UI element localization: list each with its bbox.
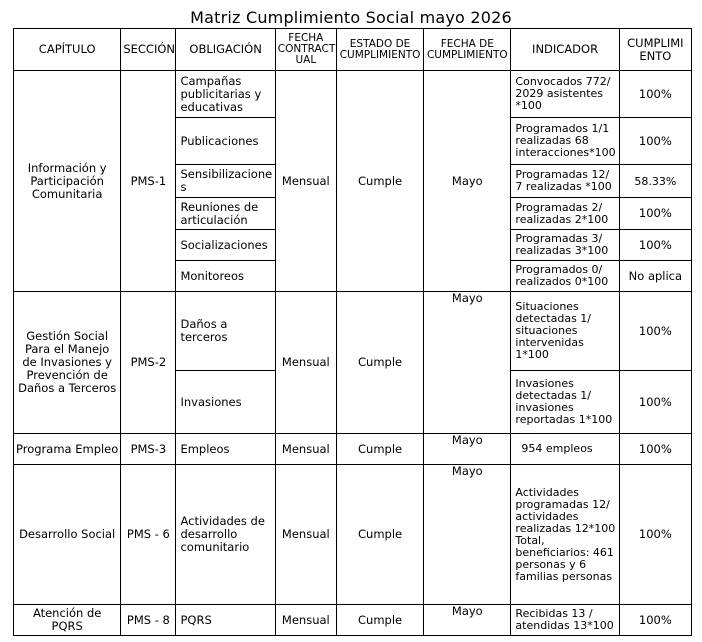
fecha-cumplimiento-cell: Mayo xyxy=(424,71,511,292)
indicador-cell: Programados 1/1 realizadas 68 interacciones*100 xyxy=(511,118,619,165)
cumplimiento-cell: 58.33% xyxy=(619,165,691,198)
obligacion-cell: Reuniones de articulación xyxy=(176,198,275,230)
seccion-cell: PMS - 6 xyxy=(121,465,176,605)
seccion-cell: PMS-3 xyxy=(121,434,176,465)
table-row xyxy=(14,605,692,636)
capitulo-cell: Atención de PQRS xyxy=(14,605,121,636)
header-estado: ESTADO DE CUMPLIMIENTO xyxy=(336,29,423,71)
indicador-cell: Programadas 3/ realizadas 3*100 xyxy=(511,230,619,261)
capitulo-cell: Información y Participación Comunitaria xyxy=(14,71,121,292)
table-row xyxy=(14,434,692,465)
header-obligacion: OBLIGACIÓN xyxy=(176,29,275,71)
cumplimiento-cell: 100% xyxy=(619,292,691,371)
obligacion-cell: Invasiones xyxy=(176,371,275,434)
cumplimiento-cell: 100% xyxy=(619,118,691,165)
cumplimiento-cell: No aplica xyxy=(619,261,691,292)
capitulo-cell: Programa Empleo xyxy=(14,434,121,465)
table-row xyxy=(14,71,692,118)
obligacion-cell: Campañas publicitarias y educativas xyxy=(176,71,275,118)
estado-cell: Cumple xyxy=(336,71,423,292)
fecha-cumplimiento-cell: Mayo xyxy=(424,434,511,465)
estado-cell: Cumple xyxy=(336,605,423,636)
fecha-contractual-cell: Mensual xyxy=(275,292,336,434)
seccion-cell: PMS - 8 xyxy=(121,605,176,636)
fecha-contractual-cell: Mensual xyxy=(275,465,336,605)
seccion-cell: PMS-2 xyxy=(121,292,176,434)
capitulo-cell: Gestión Social Para el Manejo de Invasiones y Prevención de Daños a Terceros xyxy=(14,292,121,434)
fecha-contractual-cell: Mensual xyxy=(275,605,336,636)
obligacion-cell: Daños a terceros xyxy=(176,292,275,371)
estado-cell: Cumple xyxy=(336,292,423,434)
seccion-cell: PMS-1 xyxy=(121,71,176,292)
obligacion-cell: Sensibilizacione s xyxy=(176,165,275,198)
header-fecha-contractual: FECHA CONTRACT UAL xyxy=(275,29,336,71)
fecha-cumplimiento-cell: Mayo xyxy=(424,465,511,605)
cumplimiento-cell: 100% xyxy=(619,230,691,261)
cumplimiento-cell: 100% xyxy=(619,465,691,605)
estado-cell: Cumple xyxy=(336,465,423,605)
fecha-cumplimiento-cell: Mayo xyxy=(424,292,511,434)
cumplimiento-cell: 100% xyxy=(619,371,691,434)
compliance-table xyxy=(13,28,692,636)
document-title: Matriz Cumplimiento Social mayo 2026 xyxy=(190,8,512,27)
obligacion-cell: Publicaciones xyxy=(176,118,275,165)
fecha-cumplimiento-cell: Mayo xyxy=(424,605,511,636)
indicador-cell: Invasiones detectadas 1/ invasiones reportadas 1*100 xyxy=(511,371,619,434)
fecha-contractual-cell: Mensual xyxy=(275,71,336,292)
header-seccion: SECCIÓN xyxy=(121,29,176,71)
fecha-contractual-cell: Mensual xyxy=(275,434,336,465)
indicador-cell: Programadas 12/ 7 realizadas *100 xyxy=(511,165,619,198)
indicador-cell: 954 empleos xyxy=(511,434,619,465)
table-row xyxy=(14,465,692,605)
cumplimiento-cell: 100% xyxy=(619,71,691,118)
indicador-cell: Situaciones detectadas 1/ situaciones intervenidas 1*100 xyxy=(511,292,619,371)
indicador-cell: Actividades programadas 12/ actividades realizadas 12*100 Total, beneficiarios: 461 personas y 6 familias personas xyxy=(511,465,619,605)
obligacion-cell: Monitoreos xyxy=(176,261,275,292)
header-fecha-cumplimiento: FECHA DE CUMPLIMIENTO xyxy=(424,29,511,71)
indicador-cell: Recibidas 13 / atendidas 13*100 xyxy=(511,605,619,636)
indicador-cell: Programados 0/ realizados 0*100 xyxy=(511,261,619,292)
header-capitulo: CAPÍTULO xyxy=(14,29,121,71)
header-row xyxy=(14,29,692,71)
estado-cell: Cumple xyxy=(336,434,423,465)
cumplimiento-cell: 100% xyxy=(619,605,691,636)
obligacion-cell: Actividades de desarrollo comunitario xyxy=(176,465,275,605)
cumplimiento-cell: 100% xyxy=(619,434,691,465)
table-row xyxy=(14,292,692,371)
header-cumplimiento: CUMPLIMI ENTO xyxy=(619,29,691,71)
capitulo-cell: Desarrollo Social xyxy=(14,465,121,605)
obligacion-cell: Socializaciones xyxy=(176,230,275,261)
indicador-cell: Programadas 2/ realizadas 2*100 xyxy=(511,198,619,230)
obligacion-cell: Empleos xyxy=(176,434,275,465)
obligacion-cell: PQRS xyxy=(176,605,275,636)
cumplimiento-cell: 100% xyxy=(619,198,691,230)
header-indicador: INDICADOR xyxy=(511,29,619,71)
indicador-cell: Convocados 772/ 2029 asistentes *100 xyxy=(511,71,619,118)
